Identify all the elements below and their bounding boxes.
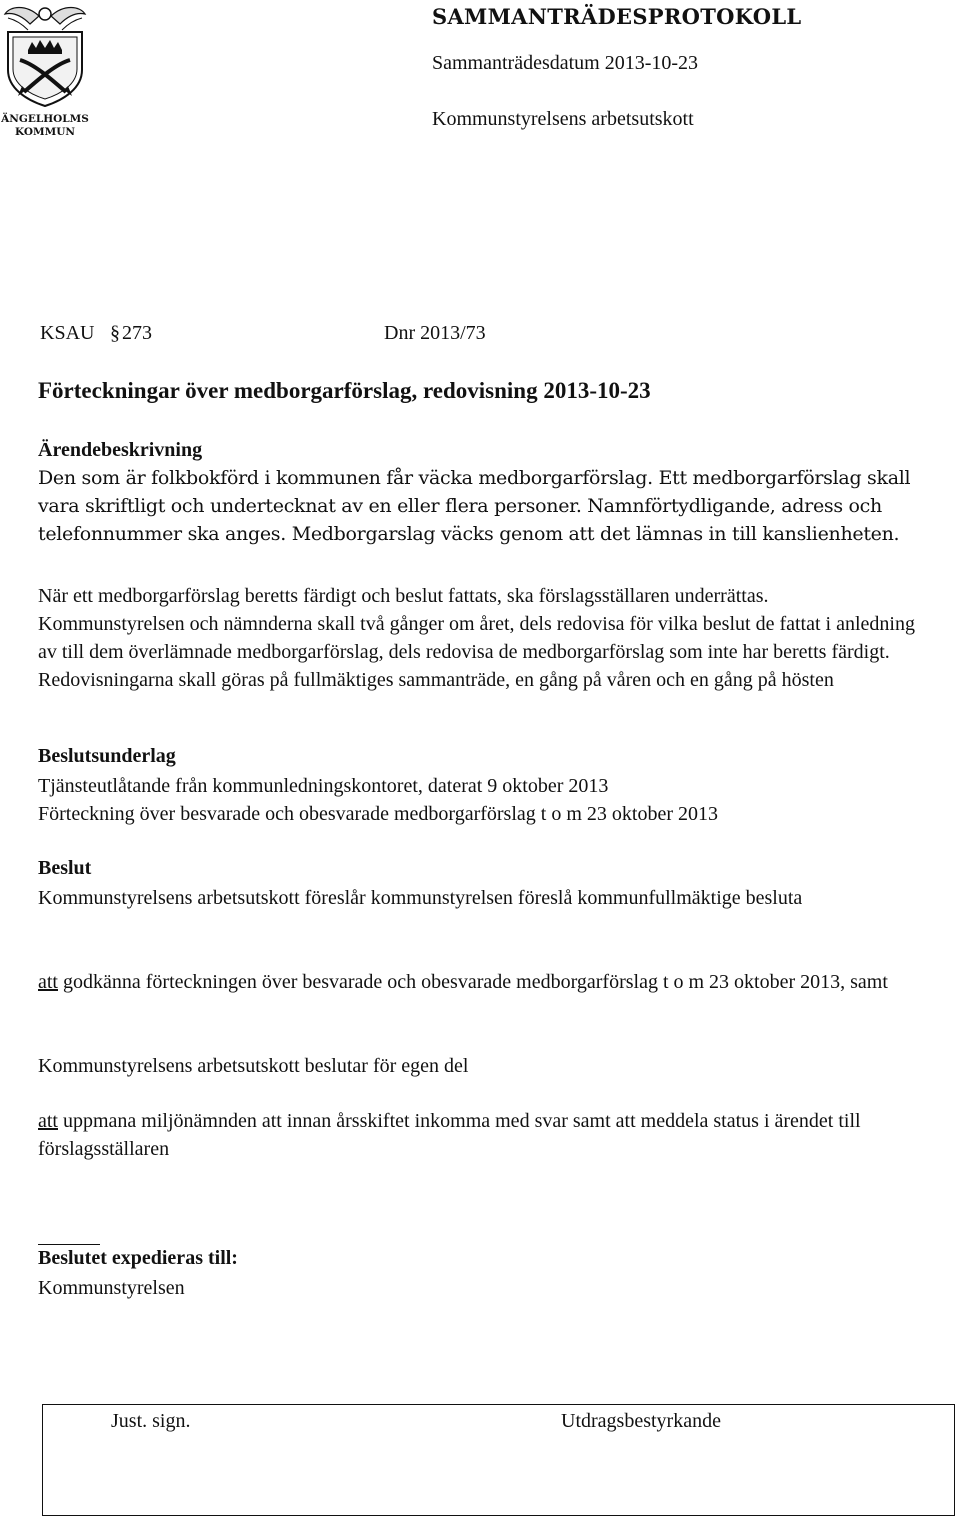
heading-beslut: Beslut: [38, 857, 92, 879]
recipient: Kommunstyrelsen: [38, 1277, 185, 1299]
just-sign-label: Just. sign.: [111, 1410, 191, 1432]
logo-name-line2: KOMMUN: [15, 126, 75, 138]
description-paragraph-2: När ett medborgarförslag beretts färdigt och beslut fattats, ska förslagsställaren underrättas. Kommunstyrelsen och nämnderna skall två gånger om året, dels redovisa för vilka beslut de fattat i anledning av till dem överlämnade medborgarförslag, dels redovisa de medborgarförslag som inte har beretts färdigt. Redovisningarna skall göras på fullmäktiges sammanträde, en gång på våren och en gång på hösten: [38, 585, 915, 691]
decision-own-part: Kommunstyrelsens arbetsutskott beslutar för egen del: [38, 1055, 469, 1077]
description-paragraph-1: Den som är folkbokförd i kommunen får väcka medborgarförslag. Ett medborgarförslag skall vara skriftligt och undertecknat av en eller flera personer. Namnförtydligande, adress och telefonnummer ska anges. Medborgarslag väcks genom att det lämnas in till kanslienheten.: [38, 467, 911, 545]
att-keyword: att: [38, 1110, 58, 1132]
committee-name: Kommunstyrelsens arbetsutskott: [432, 108, 694, 130]
heading-beslutsunderlag: Beslutsunderlag: [38, 745, 176, 767]
protocol-title: SAMMANTRÄDESPROTOKOLL: [432, 4, 802, 29]
diary-number: Dnr 2013/73: [384, 322, 486, 344]
section-number: 273: [122, 322, 152, 344]
section-sign: §: [110, 322, 120, 344]
logo-name-line1: ÄNGELHOLMS: [1, 113, 89, 125]
municipality-logo: [0, 2, 92, 142]
decision-att-1-text: godkänna förteckningen över besvarade och obesvarade medborgarförslag t o m 23 oktober 2013, samt: [58, 971, 888, 993]
divider: [38, 1244, 100, 1245]
coat-of-arms-icon: [0, 2, 92, 142]
decision-att-1: [38, 968, 898, 996]
decision-att-2: [38, 1107, 923, 1163]
ksau-label: KSAU: [40, 322, 95, 344]
basis-item-2: Förteckning över besvarade och obesvarade medborgarförslag t o m 23 oktober 2013: [38, 803, 718, 825]
page-title: Förteckningar över medborgarförslag, redovisning 2013-10-23: [38, 378, 651, 403]
decision-att-2-text: uppmana miljönämnden att innan årsskiftet inkomma med svar samt att meddela status i ärendet till förslagsställaren: [38, 1110, 861, 1160]
heading-expedieras: Beslutet expedieras till:: [38, 1247, 238, 1269]
meeting-date: Sammanträdesdatum 2013-10-23: [432, 52, 699, 74]
att-keyword: att: [38, 971, 58, 993]
utdragsbestyrkande-label: Utdragsbestyrkande: [561, 1410, 721, 1432]
heading-arendebeskrivning: Ärendebeskrivning: [38, 439, 203, 461]
basis-item-1: Tjänsteutlåtande från kommunledningskontoret, daterat 9 oktober 2013: [38, 775, 609, 797]
decision-intro: Kommunstyrelsens arbetsutskott föreslår kommunstyrelsen föreslå kommunfullmäktige besluta: [38, 887, 803, 909]
